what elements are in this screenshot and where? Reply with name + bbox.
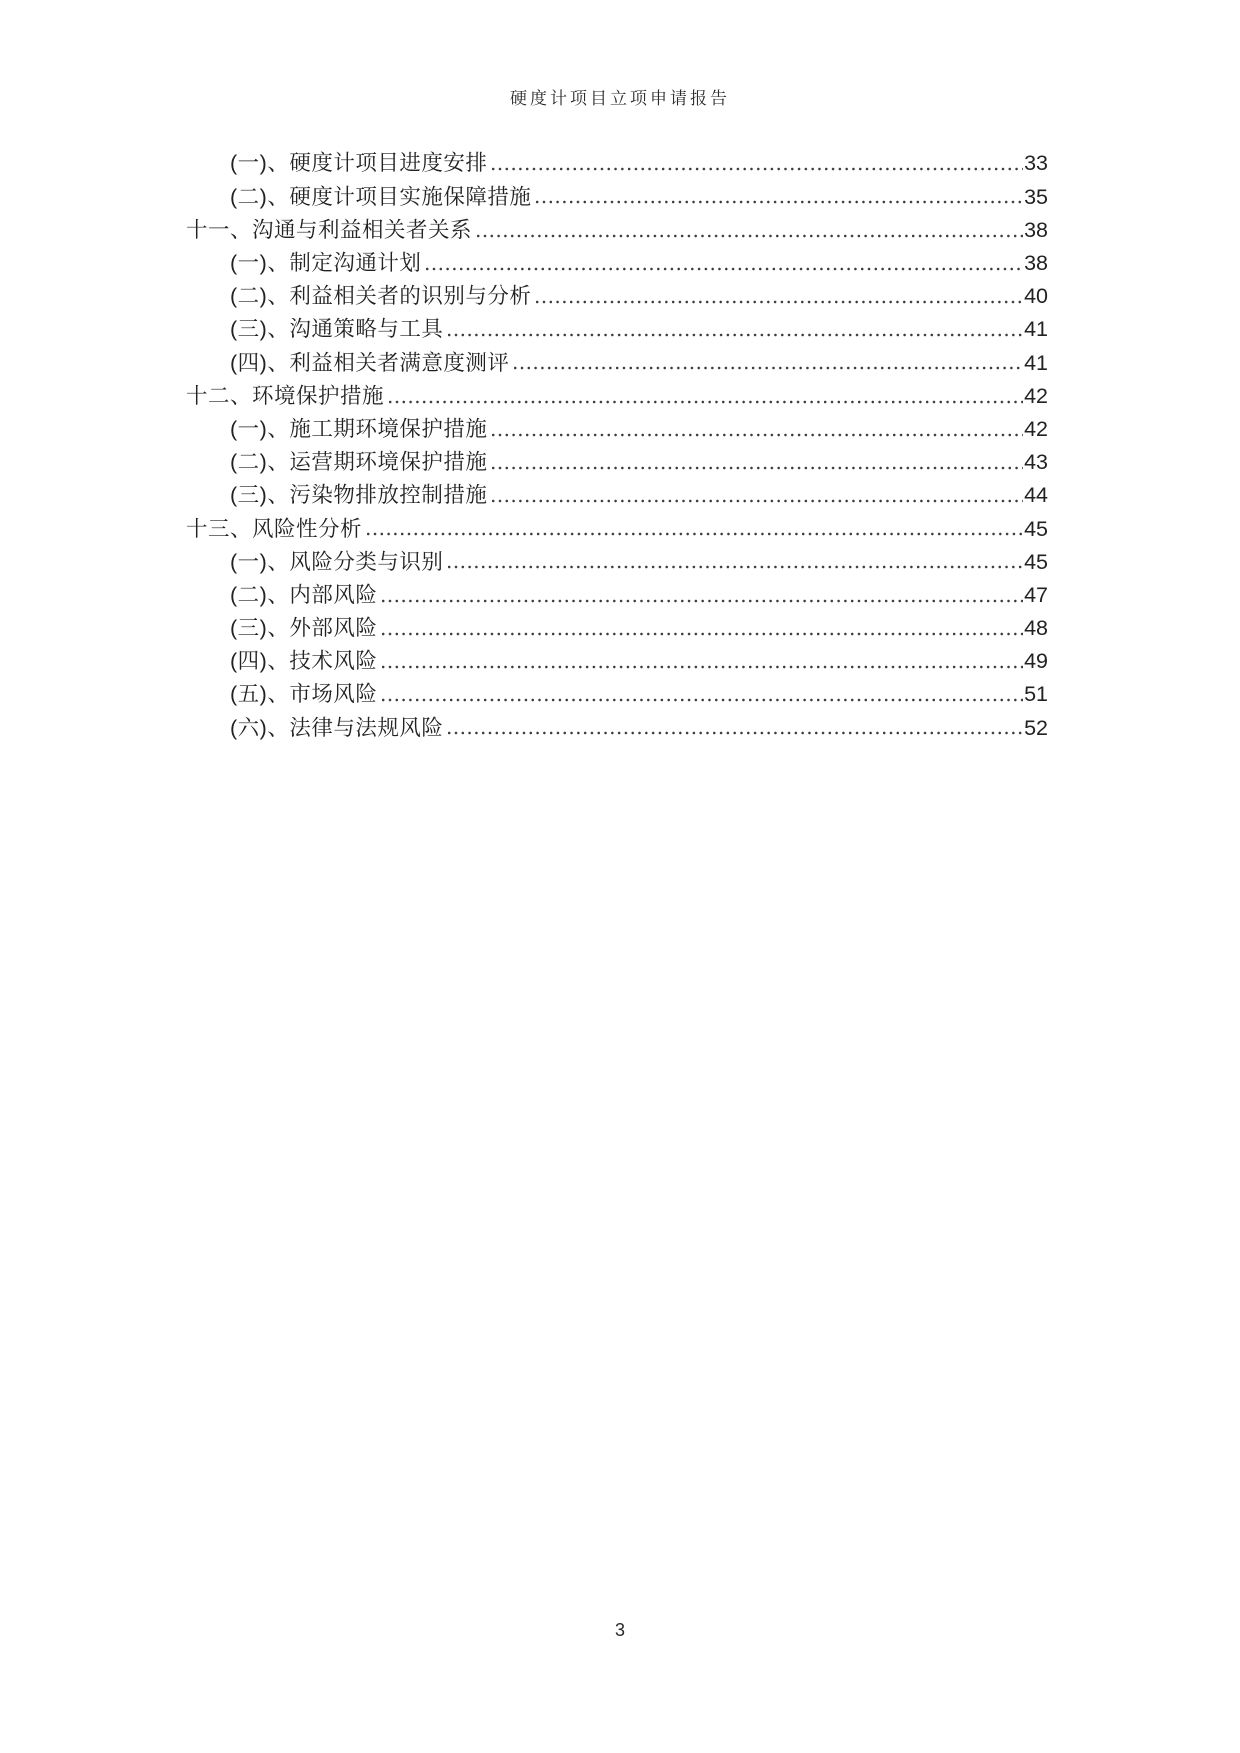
toc-leader-dots [492, 433, 1023, 437]
toc-leader-dots [367, 532, 1023, 536]
document-header-title: 硬度计项目立项申请报告 [510, 89, 730, 108]
toc-entry-page-number: 38 [1024, 251, 1048, 276]
toc-entry [186, 342, 1048, 375]
toc-entry-page-number: 40 [1024, 284, 1048, 309]
toc-entry [186, 641, 1048, 674]
toc-leader-dots [389, 400, 1023, 404]
toc-entry [186, 574, 1048, 607]
toc-leader-dots [514, 366, 1023, 370]
toc-entry-page-number: 42 [1024, 383, 1048, 408]
toc-leader-dots [426, 267, 1023, 271]
toc-entry [186, 309, 1048, 342]
toc-entry [186, 442, 1048, 475]
toc-entry-page-number: 49 [1024, 649, 1048, 674]
toc-leader-dots [536, 300, 1023, 304]
toc-entry-label: 十三、风险性分析 [186, 516, 363, 541]
toc-leader-dots [492, 466, 1023, 470]
toc-entry [186, 176, 1048, 209]
toc-entry-label: (三)、沟通策略与工具 [230, 317, 444, 342]
toc-entry-label: 十二、环境保护措施 [186, 383, 385, 408]
toc-entry-page-number: 41 [1024, 317, 1048, 342]
toc-entry [186, 508, 1048, 541]
toc-entry [186, 674, 1048, 707]
toc-leader-dots [382, 665, 1023, 669]
toc-entry-page-number: 41 [1024, 350, 1048, 375]
toc-entry [186, 209, 1048, 242]
toc-leader-dots [382, 599, 1023, 603]
toc-entry [186, 707, 1048, 740]
toc-entry-label: 十一、沟通与利益相关者关系 [186, 217, 473, 242]
footer-page-number: 3 [614, 1620, 625, 1640]
table-of-contents [186, 143, 1048, 740]
toc-entry-page-number: 51 [1024, 682, 1048, 707]
toc-entry-label: (二)、内部风险 [230, 582, 378, 607]
toc-entry-label: (一)、施工期环境保护措施 [230, 416, 488, 441]
toc-entry [186, 475, 1048, 508]
toc-leader-dots [382, 698, 1023, 702]
toc-entry-label: (四)、利益相关者满意度测评 [230, 350, 510, 375]
toc-entry [186, 409, 1048, 442]
toc-entry-page-number: 38 [1024, 217, 1048, 242]
toc-entry [186, 243, 1048, 276]
toc-entry-page-number: 44 [1024, 483, 1048, 508]
toc-entry-page-number: 48 [1024, 616, 1048, 641]
toc-entry-label: (三)、外部风险 [230, 616, 378, 641]
toc-entry-label: (三)、污染物排放控制措施 [230, 483, 488, 508]
toc-leader-dots [477, 234, 1023, 238]
toc-entry-label: (一)、制定沟通计划 [230, 251, 422, 276]
toc-leader-dots [492, 167, 1023, 171]
toc-entry [186, 608, 1048, 641]
toc-leader-dots [536, 200, 1023, 204]
toc-entry [186, 276, 1048, 309]
toc-entry-label: (二)、硬度计项目实施保障措施 [230, 184, 532, 209]
toc-entry-page-number: 45 [1024, 516, 1048, 541]
toc-entry [186, 375, 1048, 408]
toc-entry-page-number: 33 [1024, 151, 1048, 176]
toc-entry-page-number: 35 [1024, 184, 1048, 209]
toc-entry-page-number: 47 [1024, 582, 1048, 607]
toc-entry-label: (四)、技术风险 [230, 649, 378, 674]
toc-entry-label: (一)、硬度计项目进度安排 [230, 151, 488, 176]
toc-entry-label: (五)、市场风险 [230, 682, 378, 707]
toc-leader-dots [448, 333, 1023, 337]
toc-entry-label: (二)、运营期环境保护措施 [230, 450, 488, 475]
toc-entry-page-number: 45 [1024, 549, 1048, 574]
toc-leader-dots [492, 499, 1023, 503]
toc-entry [186, 143, 1048, 176]
toc-entry-label: (一)、风险分类与识别 [230, 549, 444, 574]
toc-entry-page-number: 43 [1024, 450, 1048, 475]
toc-entry [186, 541, 1048, 574]
toc-entry-page-number: 52 [1024, 715, 1048, 740]
toc-entry-page-number: 42 [1024, 416, 1048, 441]
toc-leader-dots [448, 731, 1023, 735]
toc-entry-label: (二)、利益相关者的识别与分析 [230, 284, 532, 309]
toc-entry-label: (六)、法律与法规风险 [230, 715, 444, 740]
toc-leader-dots [382, 632, 1023, 636]
toc-leader-dots [448, 565, 1023, 569]
